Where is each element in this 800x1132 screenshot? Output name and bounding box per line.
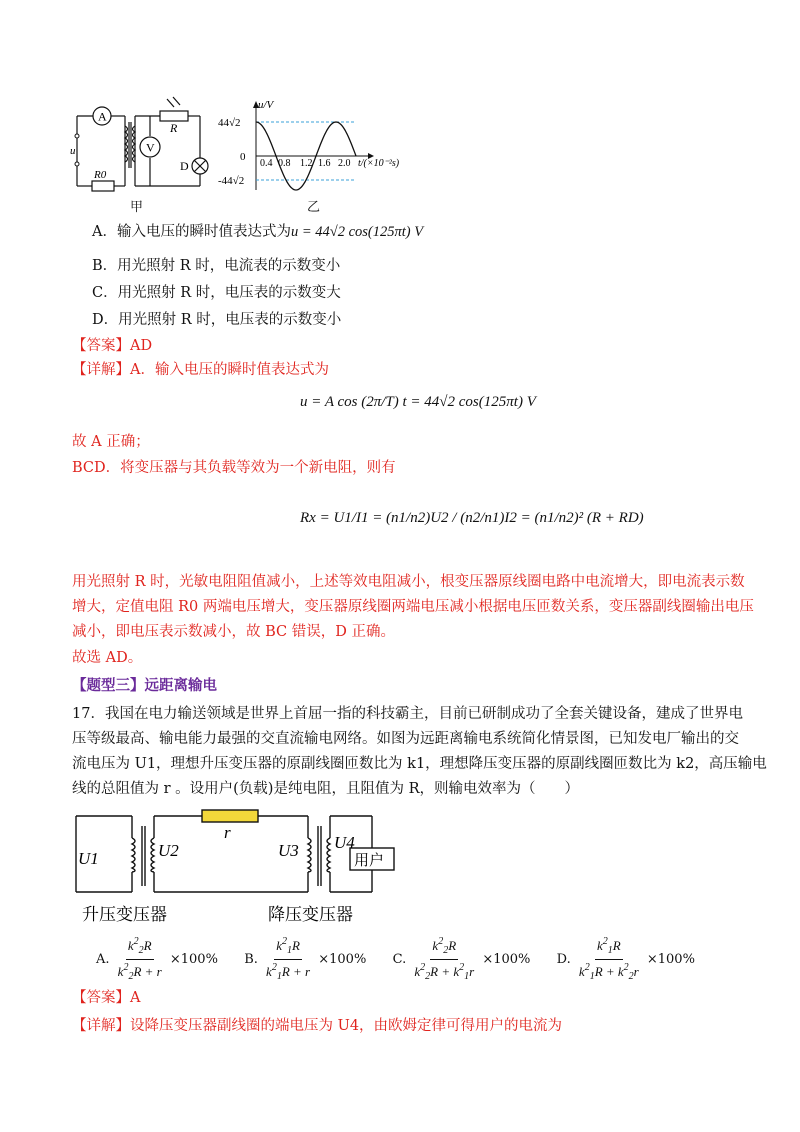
source-label: u: [70, 145, 76, 157]
graph-tick-4: 2.0: [338, 158, 351, 169]
q16-detail-2: 故 A 正确；: [72, 434, 150, 450]
q16-option-a: A．输入电压的瞬时值表达式为u = 44√2 cos(125πt) V: [92, 224, 424, 240]
q17-opt-b: B. $\frac{k^2_1R}{k^2_1R + r}$ ×100%: [244, 936, 367, 982]
q16-detail-4b: 增大，定值电阻 R0 两端电压增大，变压器原线圈两端电压减小根据电压匝数关系，变压器副线圈输出电压: [72, 599, 754, 615]
q17-opt-c: C. $\frac{k^2_2R}{k^2_2R + k^2_1r}$ ×100%: [392, 936, 531, 982]
q16-option-d: D．用光照射 R 时，电压表的示数变小: [92, 312, 342, 328]
circuit-diagram: [70, 96, 220, 214]
lamp-label: D: [180, 159, 189, 173]
transmission-figure: [72, 806, 402, 930]
graph-y-min: -44√2: [218, 175, 245, 187]
q17-line-3: 流电压为 U1，理想升压变压器的原副线圈匝数比为 k1，理想降压变压器的原副线圈匝数比为 k2，高压输电: [72, 756, 767, 772]
transmission-diagram: [72, 806, 402, 930]
q16-answer: 【答案】AD: [72, 338, 153, 354]
voltage-graph-yi: [218, 98, 428, 194]
q16-detail-5: 故选 AD。: [72, 650, 143, 666]
fig-step-up-label: 升压变压器: [82, 905, 167, 924]
resistor-r-label: R: [170, 121, 178, 135]
fig-user-label: 用户: [354, 853, 385, 869]
q16-detail-4a: 用光照射 R 时，光敏电阻阻值减小，上述等效电阻减小，根变压器原线圈电路中电流增大，即电流表示数: [72, 574, 745, 590]
label-yi: 乙: [307, 200, 321, 215]
fig-r-label: r: [224, 823, 231, 842]
section-title: 【题型三】远距离输电: [72, 677, 217, 694]
q17-opt-d: D. $\frac{k^2_1R}{k^2_1R + k^2_2r}$ ×100%: [556, 936, 695, 982]
q17-answer: 【答案】A: [72, 990, 141, 1006]
q17-line-1: 17．我国在电力输送领域是世界上首屈一指的科技霸主，目前已研制成功了全套关键设备，建成了世界电: [72, 706, 743, 722]
q17-line-4: 线的总阻值为 r 。设用户(负载)是纯电阻，且阻值为 R，则输电效率为（ ）: [72, 781, 579, 797]
resistor-r0-label: R0: [94, 169, 107, 181]
graph-tick-1: 0.8: [278, 158, 291, 169]
q17-detail-1: 【详解】设降压变压器副线圈的端电压为 U4，由欧姆定律可得用户的电流为: [72, 1018, 563, 1034]
resistor-r-box: [202, 810, 258, 822]
fig-u3-label: U3: [278, 841, 299, 860]
q17-line-2: 压等级最高、输电能力最强的交直流输电网络。如图为远距离输电系统简化情景图，已知发电厂输出的交: [72, 731, 739, 747]
graph-y-max: 44√2: [218, 117, 241, 129]
q17-options: [96, 934, 695, 985]
voltage-time-graph: [218, 98, 428, 194]
graph-origin: 0: [240, 151, 246, 163]
q16-option-c: C．用光照射 R 时，电压表的示数变大: [92, 285, 341, 301]
circuit-figure-jia: [70, 96, 220, 214]
fig-u2-label: U2: [158, 841, 179, 860]
fig-u1-label: U1: [78, 849, 99, 868]
graph-y-axis-label: u/V: [258, 99, 274, 111]
ammeter-label: A: [98, 109, 107, 124]
graph-tick-2: 1.2: [300, 158, 313, 169]
graph-x-axis-label: t/(×10⁻²s): [358, 158, 400, 169]
graph-tick-3: 1.6: [318, 158, 331, 169]
q16-formula-1: u = A cos (2π/T) t = 44√2 cos(125πt) V: [300, 394, 536, 410]
q16-detail-3: BCD．将变压器与其负载等效为一个新电阻，则有: [72, 460, 396, 476]
q16-detail-4c: 减小，即电压表示数减小，故 BC 错误，D 正确。: [72, 624, 395, 640]
fig-u4-label: U4: [334, 833, 355, 852]
graph-tick-0: 0.4: [260, 158, 273, 169]
q16-option-b: B．用光照射 R 时，电流表的示数变小: [92, 258, 341, 274]
q16-formula-2: Rx = U1/I1 = (n1/n2)U2 / (n2/n1)I2 = (n1/n2)² (R + RD): [300, 510, 644, 526]
label-jia: 甲: [130, 200, 144, 215]
q16-detail-1: 【详解】A．输入电压的瞬时值表达式为: [72, 362, 329, 378]
voltmeter-label: V: [146, 140, 155, 155]
q17-opt-a: A. $\frac{k^2_2R}{k^2_2R + r}$ ×100%: [96, 936, 218, 982]
fig-step-down-label: 降压变压器: [268, 905, 353, 924]
